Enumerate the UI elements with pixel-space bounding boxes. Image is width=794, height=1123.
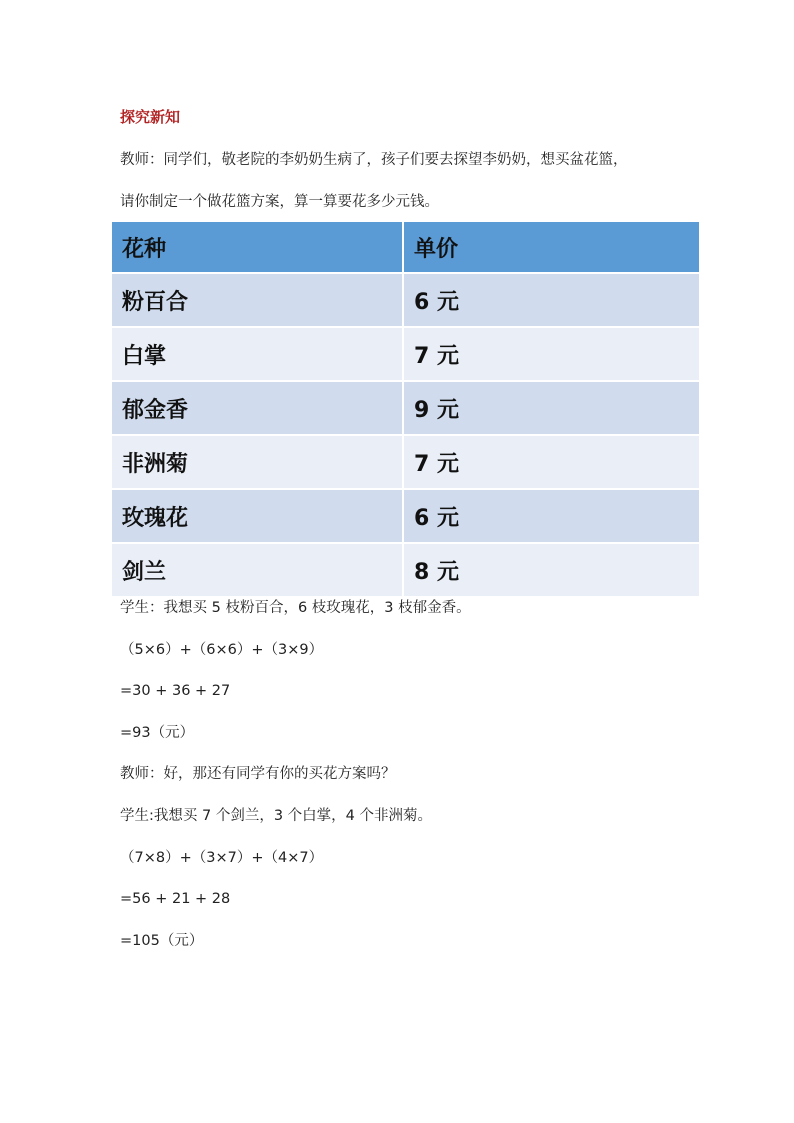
table-row — [112, 488, 699, 542]
flower-name: 郁金香 — [112, 382, 404, 434]
student-plan-1: 学生：我想买 5 枝粉百合，6 枝玫瑰花，3 枝郁金香。 — [120, 600, 471, 616]
price-table — [112, 222, 699, 596]
teacher-question: 教师：好，那还有同学有你的买花方案吗？ — [120, 766, 396, 782]
calc-1-step-1: （5×6）+（6×6）+（3×9） — [120, 642, 324, 658]
intro-line-1: 教师：同学们，敬老院的李奶奶生病了，孩子们要去探望李奶奶，想买盆花篮， — [120, 152, 628, 168]
flower-name: 玫瑰花 — [112, 490, 404, 542]
flower-price: 7 元 — [404, 328, 699, 380]
flower-price: 8 元 — [404, 544, 699, 596]
intro-line-2: 请你制定一个做花篮方案，算一算要花多少元钱。 — [120, 194, 439, 210]
flower-price: 7 元 — [404, 436, 699, 488]
calc-2-step-2: =56 + 21 + 28 — [120, 891, 231, 907]
header-price: 单价 — [404, 222, 699, 272]
table-row — [112, 272, 699, 326]
section-heading: 探究新知 — [120, 108, 181, 126]
flower-price: 6 元 — [404, 274, 699, 326]
flower-price: 9 元 — [404, 382, 699, 434]
calc-2-step-3: =105（元） — [120, 933, 204, 949]
table-row — [112, 542, 699, 596]
flower-price: 6 元 — [404, 490, 699, 542]
table-header-row — [112, 222, 699, 272]
table-row — [112, 434, 699, 488]
flower-name: 粉百合 — [112, 274, 404, 326]
student-plan-2: 学生:我想买 7 个剑兰，3 个白掌，4 个非洲菊。 — [120, 808, 432, 824]
flower-name: 剑兰 — [112, 544, 404, 596]
calc-1-step-2: =30 + 36 + 27 — [120, 683, 231, 699]
header-flower: 花种 — [112, 222, 404, 272]
table-row — [112, 380, 699, 434]
table-row — [112, 326, 699, 380]
calc-1-step-3: =93（元） — [120, 725, 195, 741]
flower-name: 白掌 — [112, 328, 404, 380]
flower-name: 非洲菊 — [112, 436, 404, 488]
calc-2-step-1: （7×8）+（3×7）+（4×7） — [120, 850, 324, 866]
